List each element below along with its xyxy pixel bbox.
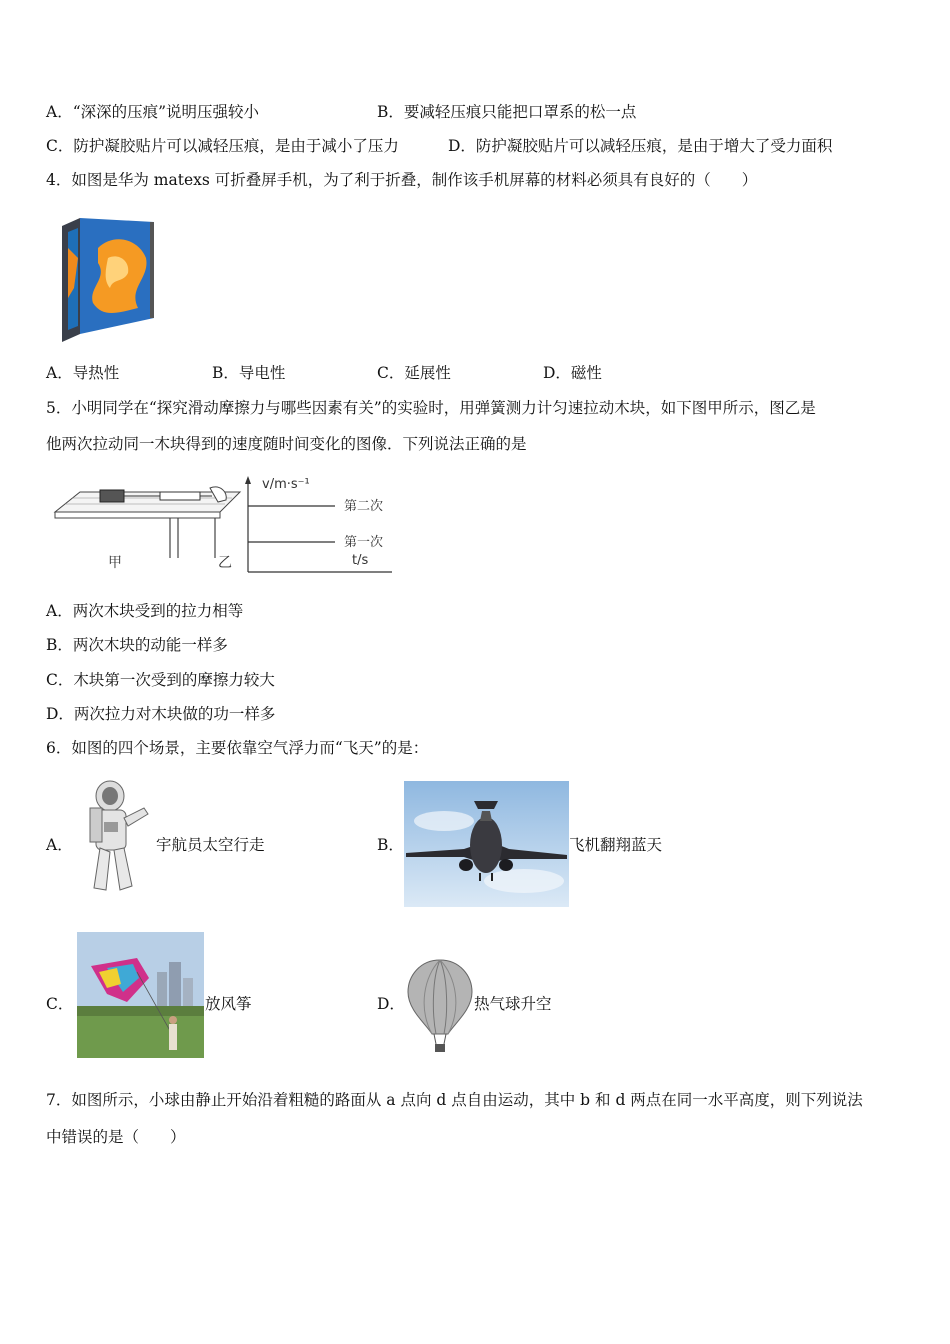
q5-figure <box>50 474 400 574</box>
q7-stem-line2: 中错误的是（ ） <box>46 1128 186 1146</box>
q6-option-c-letter: C． <box>46 995 74 1013</box>
astronaut-image <box>80 778 152 904</box>
q6-option-a-letter: A． <box>46 836 73 854</box>
q6-option-b-caption: 飞机翻翔蓝天 <box>569 836 663 854</box>
q5-option-b: B．两次木块的动能一样多 <box>46 636 228 654</box>
label-yi: 乙 <box>218 555 232 571</box>
line-first-label: 第一次 <box>344 535 384 550</box>
y-axis-label: v/m·s⁻¹ <box>262 477 310 492</box>
q4-option-a: A．导热性 <box>46 364 120 382</box>
x-axis-label: t/s <box>352 553 369 568</box>
q5-option-c: C．木块第一次受到的摩擦力较大 <box>46 671 275 689</box>
q5-stem-line2: 他两次拉动同一木块得到的速度随时间变化的图像．下列说法正确的是 <box>46 435 527 453</box>
q4-stem: 4．如图是华为 matexs 可折叠屏手机，为了利于折叠，制作该手机屏幕的材料必须具有良好的（ ） <box>46 171 758 189</box>
line-second-label: 第二次 <box>344 499 384 514</box>
q6-option-d-letter: D． <box>377 995 405 1013</box>
q3-option-d: D．防护凝胶贴片可以减轻压痕，是由于增大了受力面积 <box>448 137 833 155</box>
kite-image <box>77 932 204 1058</box>
foldable-phone-image <box>58 218 158 342</box>
q5-stem-line1: 5．小明同学在“探究滑动摩擦力与哪些因素有关”的实验时，用弹簧测力计匀速拉动木块，如下图甲所示，图乙是 <box>46 399 816 417</box>
q6-option-d-caption: 热气球升空 <box>474 995 552 1013</box>
airplane-image <box>404 781 569 907</box>
q6-option-b-letter: B． <box>377 836 404 854</box>
q6-option-a-caption: 宇航员太空行走 <box>156 836 265 854</box>
q5-option-a: A．两次木块受到的拉力相等 <box>46 602 244 620</box>
q4-option-c: C．延展性 <box>377 364 451 382</box>
hot-air-balloon-image <box>406 958 474 1054</box>
q3-option-a: A．“深深的压痕”说明压强较小 <box>46 103 260 121</box>
label-jia: 甲 <box>108 555 122 571</box>
q6-option-c-caption: 放风筝 <box>205 995 252 1013</box>
q4-option-b: B．导电性 <box>212 364 286 382</box>
q5-option-d: D．两次拉力对木块做的功一样多 <box>46 705 276 723</box>
q3-option-b: B．要减轻压痕只能把口罩系的松一点 <box>377 103 637 121</box>
q6-stem: 6．如图的四个场景，主要依靠空气浮力而“飞天”的是： <box>46 739 429 757</box>
q3-option-c: C．防护凝胶贴片可以减轻压痕，是由于减小了压力 <box>46 137 399 155</box>
q7-stem-line1: 7．如图所示，小球由静止开始沿着粗糙的路面从 a 点向 d 点自由运动，其中 b 和 d 两点在同一水平高度，则下列说法 <box>46 1091 863 1109</box>
q4-option-d: D．磁性 <box>543 364 602 382</box>
